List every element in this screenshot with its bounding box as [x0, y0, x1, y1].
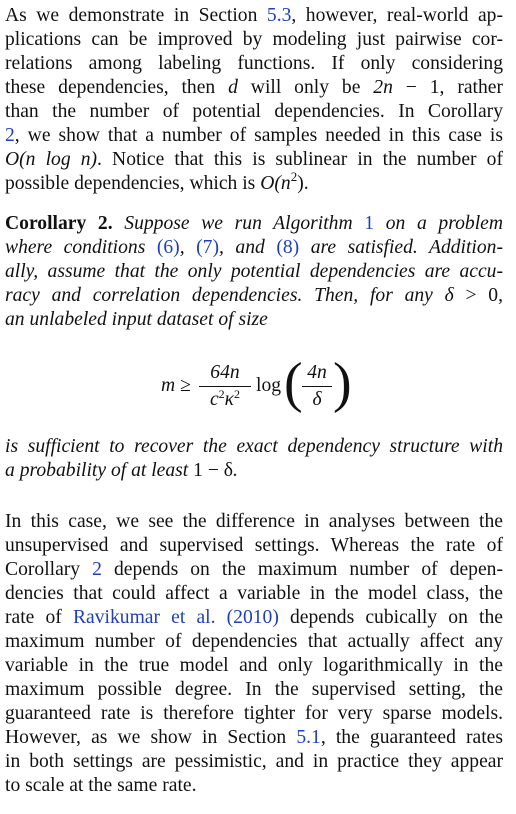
sample-size-equation: [0, 352, 516, 426]
section-5-1-link[interactable]: 5.1: [296, 727, 321, 748]
para2-line-12: to scale at the same rate.: [5, 775, 197, 796]
para2-line-1: In this case, we see the difference in analyses between the: [5, 511, 503, 532]
eq-fraction: [199, 362, 251, 411]
para2-line-9: guaranteed rate is therefore tighter for very sparse models.: [5, 703, 503, 724]
para2-line-3: Corollary 2 depends on the maximum number of depen-: [5, 559, 503, 580]
corollary-2-link[interactable]: 2: [5, 125, 15, 146]
algorithm-1-link[interactable]: 1: [364, 213, 375, 234]
corollary-line-5: an unlabeled input dataset of size: [5, 309, 268, 330]
eq-7-link[interactable]: (7): [196, 237, 219, 258]
corollary-line-3: ally, assume that the only potential dependencies are accu-: [5, 261, 503, 282]
para2-line-7: variable in the true model and only logarithmically in the: [5, 655, 503, 676]
corollary-line-2: where conditions (6), (7), and (8) are satisfied. Addition-: [5, 237, 503, 258]
eq-inner-fraction: 4n δ: [302, 362, 332, 411]
para2-line-10: However, as we show in Section 5.1, the guaranteed rates: [5, 727, 503, 748]
para1-line-8: possible dependencies, which is $O(n^2)$.: [5, 169, 309, 194]
eq-numerator: 64n: [210, 362, 240, 383]
eq-8-link[interactable]: (8): [276, 237, 300, 258]
para1-line-1: As we demonstrate in Section 5.3, however, real-world ap-: [5, 5, 503, 26]
corollary-label: Corollary 2.: [5, 213, 113, 234]
corollary-line-7: a probability of at least 1 − δ.: [5, 460, 238, 481]
para1-line-4: these dependencies, then d will only be 2n − 1, rather: [5, 77, 504, 98]
corollary-line-6: is sufficient to recover the exact dependency structure with: [5, 436, 503, 457]
para1-line-2: plications can be improved by modeling just pairwise cor-: [5, 29, 503, 50]
ravikumar-citation-link[interactable]: Ravikumar et al. (2010): [72, 607, 279, 628]
para1-line-5: than the number of potential dependencies. In Corollary: [5, 101, 503, 122]
section-5-3-link[interactable]: 5.3: [266, 5, 292, 26]
para1-line-6: 2, we show that a number of samples needed in this case is: [5, 125, 503, 146]
eq-log: log: [256, 375, 282, 396]
para2-line-8: maximum possible degree. In the supervised setting, the: [5, 679, 503, 700]
corollary-line-4: racy and correlation dependencies. Then, for any δ > 0,: [5, 285, 503, 306]
eq-lhs: m ≥: [161, 375, 191, 396]
para2-line-4: dencies that could affect a variable in the model class, the: [5, 583, 503, 604]
corollary-2-ref-link[interactable]: 2: [92, 559, 102, 580]
eq-right-paren: ): [333, 352, 352, 414]
para2-line-11: in both settings are pessimistic, and in practice they appear: [5, 751, 503, 772]
eq-6-link[interactable]: (6): [156, 237, 180, 258]
para2-line-2: unsupervised and supervised settings. Whereas the rate of: [5, 535, 503, 556]
eq-denominator: $c^2\kappa^2$: [209, 387, 241, 410]
para1-line-7: O(n log n). Notice that this is sublinear in the number of: [5, 149, 503, 170]
para1-line-3: relations among labeling functions. If only considering: [5, 53, 503, 74]
para2-line-6: maximum number of dependencies that actually affect any: [5, 631, 503, 652]
para2-line-5: rate of Ravikumar et al. (2010) depends cubically on the: [5, 607, 503, 628]
corollary-line-1: Corollary 2. Suppose we run Algorithm 1 on a problem: [5, 213, 503, 234]
eq-left-paren: (: [284, 352, 303, 414]
